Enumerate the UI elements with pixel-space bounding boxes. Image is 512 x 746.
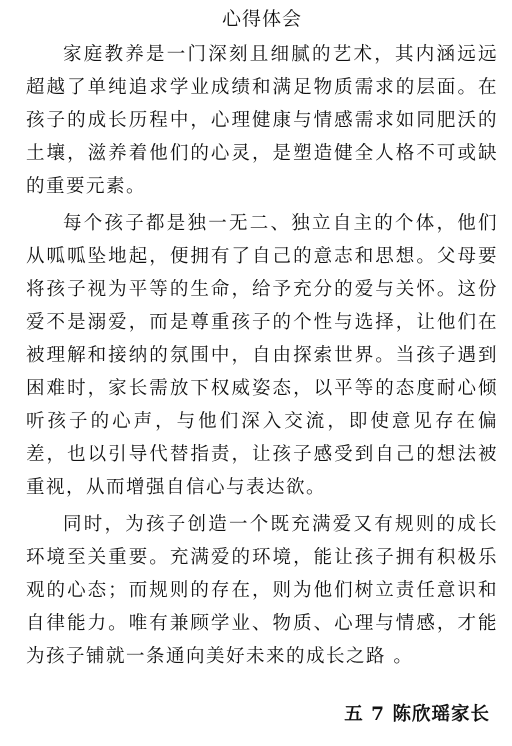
paragraph-2: 每个孩子都是独一无二、独立自主的个体，他们从呱呱坠地起，便拥有了自己的意志和思想。父母要将孩子视为平等的生命，给予充分的爱与关怀。这份爱不是溺爱，而是尊重孩子的个性与选择，让他们在被理解和接纳的氛围中，自由探索世界。当孩子遇到困难时，家长需放下权威姿态，以平等的态度耐心倾听孩子的心声，与他们深入交流，即使意见存在偏差，也以引导代替指责，让孩子感受到自己的想法被重视，从而增强自信心与表达欲。 xyxy=(26,213,498,498)
signature: 五 7 陈欣瑶家长 xyxy=(344,704,490,725)
document-title: 心得体会 xyxy=(221,8,302,30)
paragraph-3: 同时，为孩子创造一个既充满爱又有规则的成长环境至关重要。充满爱的环境，能让孩子拥有积极乐观的心态；而规则的存在，则为他们树立责任意识和自律能力。唯有兼顾学业、物质、心理与情感，才能为孩子铺就一条通向美好未来的成长之路 。 xyxy=(26,514,498,667)
paragraph-1: 家庭教养是一门深刻且细腻的艺术，其内涵远远超越了单纯追求学业成绩和满足物质需求的层面。在孩子的成长历程中，心理健康与情感需求如同肥沃的土壤，滋养着他们的心灵，是塑造健全人格不可或缺的重要元素。 xyxy=(26,44,498,197)
